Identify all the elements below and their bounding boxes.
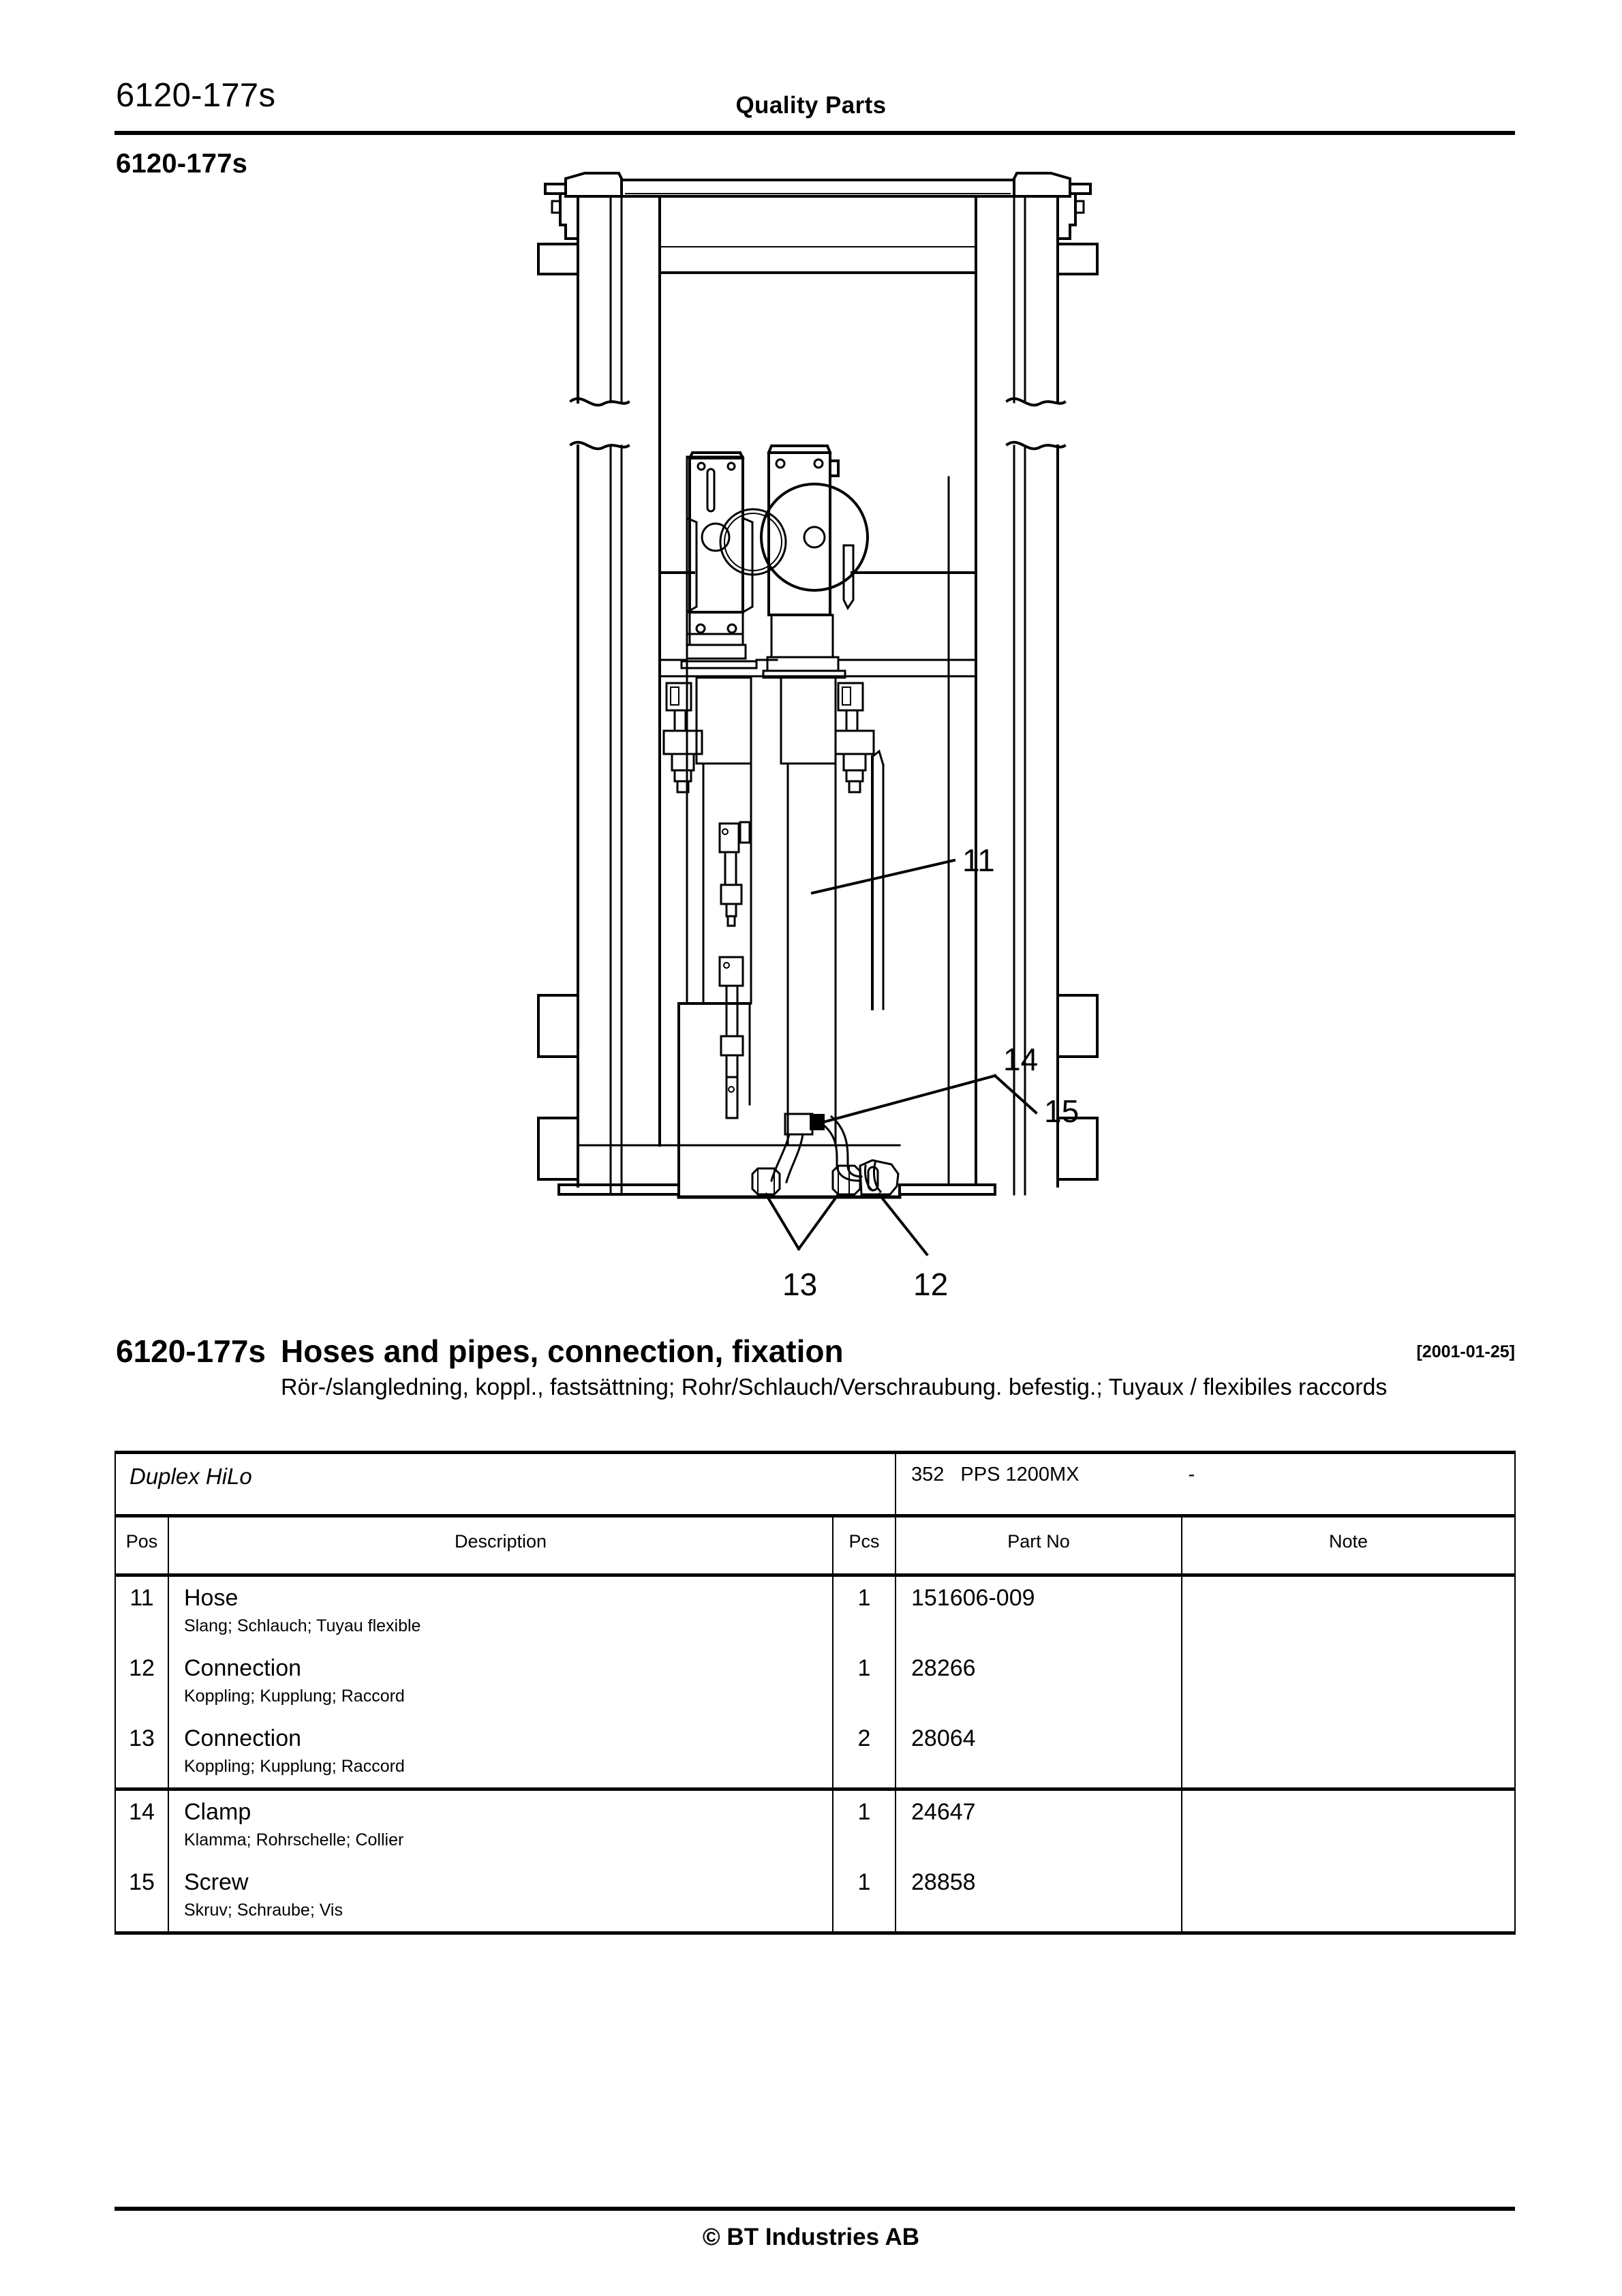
row-part-translations: Klamma; Rohrschelle; Collier bbox=[184, 1830, 404, 1849]
row-pcs: 1 bbox=[833, 1789, 896, 1862]
row-note bbox=[1182, 1647, 1515, 1717]
footer-copyright: © BT Industries AB bbox=[702, 2224, 920, 2250]
table-row[interactable] bbox=[115, 1575, 1515, 1648]
row-part-no: 28266 bbox=[896, 1647, 1182, 1717]
page-header-title: Quality Parts bbox=[735, 92, 887, 119]
column-header-pcs: Pcs bbox=[833, 1516, 896, 1575]
callout-13: 13 bbox=[782, 1267, 818, 1302]
table-row[interactable] bbox=[115, 1647, 1515, 1717]
row-description bbox=[168, 1717, 833, 1789]
callout-15: 15 bbox=[1044, 1093, 1080, 1129]
table-model-row bbox=[115, 1453, 1515, 1516]
model-name-cell: Duplex HiLo bbox=[115, 1453, 896, 1516]
row-part-name: Clamp bbox=[184, 1799, 251, 1825]
row-part-translations: Skruv; Schraube; Vis bbox=[184, 1901, 343, 1920]
row-description bbox=[168, 1861, 833, 1933]
column-header-description: Description bbox=[168, 1516, 833, 1575]
row-pos: 12 bbox=[115, 1647, 168, 1717]
row-description bbox=[168, 1789, 833, 1862]
row-part-name: Hose bbox=[184, 1585, 239, 1611]
footer-divider bbox=[114, 2207, 1515, 2211]
row-part-name: Connection bbox=[184, 1655, 302, 1681]
revision-date: [2001-01-25] bbox=[1416, 1342, 1515, 1361]
table-row[interactable] bbox=[115, 1789, 1515, 1862]
column-header-part-no: Part No bbox=[896, 1516, 1182, 1575]
column-header-pos: Pos bbox=[115, 1516, 168, 1575]
figure-subtitle: Rör-/slangledning, koppl., fastsättning; Rohr/Schlauch/Verschraubung. befestig.; Tuyaux / flexibiles raccords bbox=[281, 1374, 1388, 1400]
table-row[interactable] bbox=[115, 1717, 1515, 1789]
row-pos: 13 bbox=[115, 1717, 168, 1789]
model-variant: - bbox=[1188, 1464, 1195, 1485]
page-header-code: 6120-177s bbox=[116, 77, 276, 114]
row-note bbox=[1182, 1717, 1515, 1789]
row-part-no: 28858 bbox=[896, 1861, 1182, 1933]
callout-12: 12 bbox=[913, 1267, 949, 1302]
column-header-note: Note bbox=[1182, 1516, 1515, 1575]
row-part-no: 24647 bbox=[896, 1789, 1182, 1862]
row-part-translations: Koppling; Kupplung; Raccord bbox=[184, 1687, 405, 1706]
figure-code: 6120-177s bbox=[116, 1333, 266, 1369]
model-info-cell bbox=[896, 1453, 1515, 1516]
section-code-heading: 6120-177s bbox=[116, 149, 248, 179]
row-pcs: 1 bbox=[833, 1575, 896, 1648]
row-description bbox=[168, 1575, 833, 1648]
header-divider bbox=[114, 131, 1515, 135]
row-note bbox=[1182, 1575, 1515, 1648]
row-part-name: Connection bbox=[184, 1725, 302, 1751]
callout-14: 14 bbox=[1003, 1042, 1039, 1077]
callout-11: 11 bbox=[962, 843, 995, 878]
model-number: 352 bbox=[911, 1464, 945, 1485]
parts-table bbox=[114, 1451, 1516, 1935]
table-header-row bbox=[115, 1516, 1515, 1575]
row-part-translations: Koppling; Kupplung; Raccord bbox=[184, 1757, 405, 1776]
row-pcs: 2 bbox=[833, 1717, 896, 1789]
row-note bbox=[1182, 1789, 1515, 1862]
model-type: PPS 1200MX bbox=[960, 1464, 1080, 1485]
figure-title: Hoses and pipes, connection, fixation bbox=[281, 1333, 844, 1369]
row-pos: 14 bbox=[115, 1789, 168, 1862]
row-part-no: 151606-009 bbox=[896, 1575, 1182, 1648]
table-row[interactable] bbox=[115, 1861, 1515, 1933]
row-part-name: Screw bbox=[184, 1869, 249, 1895]
row-pos: 11 bbox=[115, 1575, 168, 1648]
technical-drawing bbox=[518, 164, 1118, 1309]
row-note bbox=[1182, 1861, 1515, 1933]
row-part-translations: Slang; Schlauch; Tuyau flexible bbox=[184, 1616, 421, 1635]
row-description bbox=[168, 1647, 833, 1717]
row-part-no: 28064 bbox=[896, 1717, 1182, 1789]
row-pcs: 1 bbox=[833, 1861, 896, 1933]
row-pos: 15 bbox=[115, 1861, 168, 1933]
row-pcs: 1 bbox=[833, 1647, 896, 1717]
